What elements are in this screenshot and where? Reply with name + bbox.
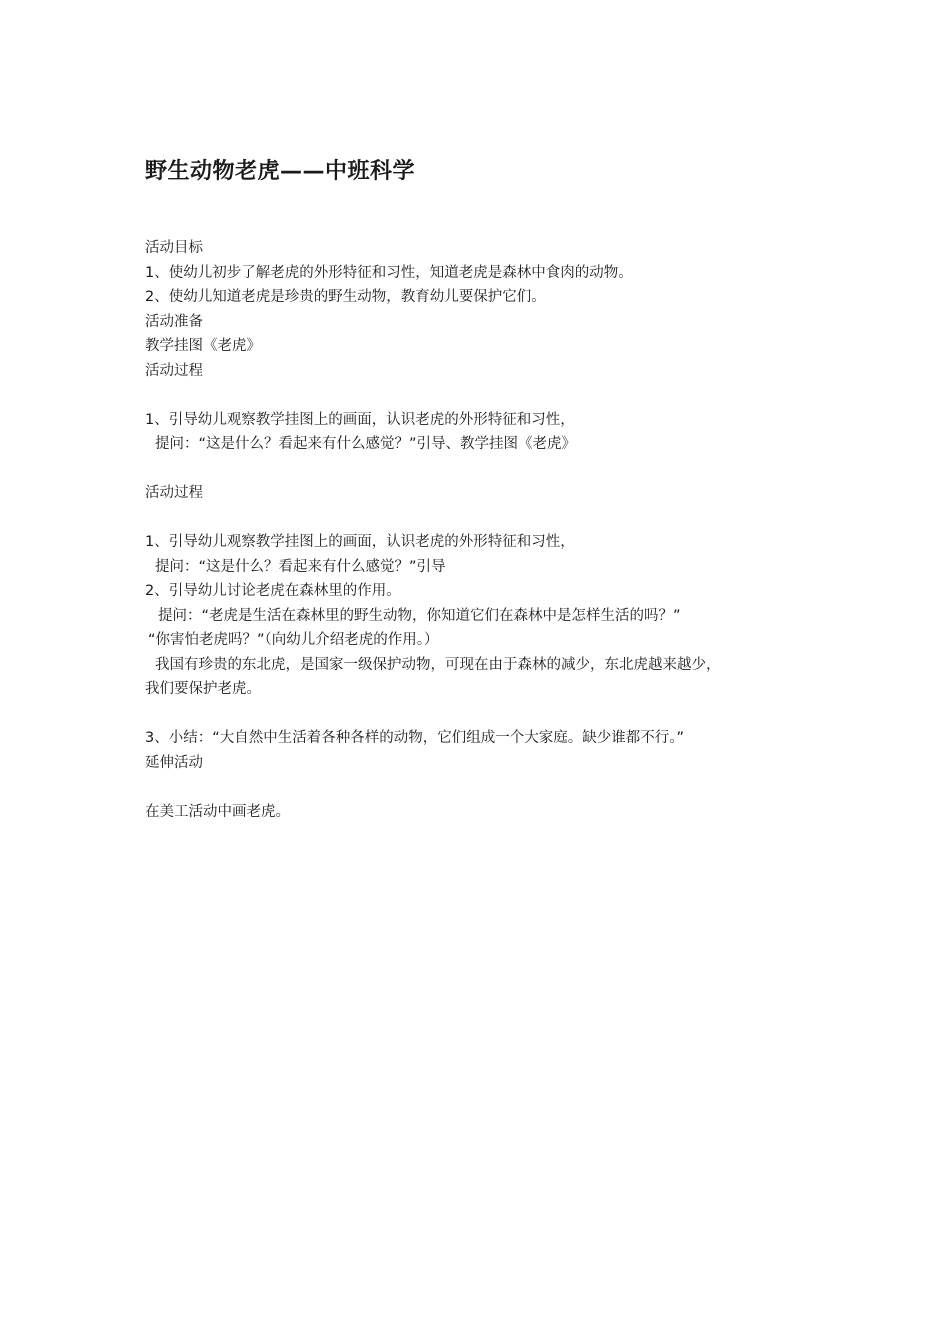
- process-explanation: 我国有珍贵的东北虎，是国家一级保护动物，可现在由于森林的减少，东北虎越来越少，: [155, 656, 721, 673]
- document-body: [145, 236, 825, 824]
- section-heading-process: 活动过程: [145, 362, 203, 379]
- goal-item-2: 2、使幼儿知道老虎是珍贵的野生动物，教育幼儿要保护它们。: [145, 289, 546, 305]
- blank-line: [145, 506, 825, 531]
- document-title: 野生动物老虎——中班科学: [145, 159, 416, 184]
- section-heading-goals: 活动目标: [145, 240, 203, 256]
- section-heading-preparation: 活动准备: [145, 313, 203, 330]
- process-question-3: “你害怕老虎吗？”（向幼儿介绍老虎的作用。）: [148, 632, 439, 648]
- section-heading-extension: 延伸活动: [145, 754, 203, 771]
- process-step-2: 2、引导幼儿讨论老虎在森林里的作用。: [145, 583, 401, 599]
- process-question-2: 提问：“老虎是生活在森林里的野生动物，你知道它们在森林中是怎样生活的吗？”: [158, 607, 681, 624]
- preparation-item: 教学挂图《老虎》: [145, 338, 261, 354]
- process-explanation-end: 我们要保护老虎。: [145, 681, 261, 697]
- blank-line: [145, 775, 825, 800]
- process-step-1: 1、引导幼儿观察教学挂图上的画面，认识老虎的外形特征和习性，: [145, 411, 575, 428]
- goal-item-1: 1、使幼儿初步了解老虎的外形特征和习性，知道老虎是森林中食肉的动物。: [145, 264, 633, 281]
- process-question-repeat: 提问：“这是什么？看起来有什么感觉？”引导: [155, 558, 446, 575]
- blank-line: [145, 702, 825, 727]
- process-step-1-repeat: 1、引导幼儿观察教学挂图上的画面，认识老虎的外形特征和习性，: [145, 534, 575, 550]
- process-question: 提问：“这是什么？看起来有什么感觉？”引导、教学挂图《老虎》: [155, 436, 577, 452]
- extension-item: 在美工活动中画老虎。: [145, 803, 290, 820]
- process-step-3-summary: 3、小结：“大自然中生活着各种各样的动物，它们组成一个大家庭。缺少谁都不行。”: [145, 730, 684, 746]
- blank-line: [145, 457, 825, 482]
- section-heading-process-repeat: 活动过程: [145, 485, 203, 501]
- blank-line: [145, 383, 825, 408]
